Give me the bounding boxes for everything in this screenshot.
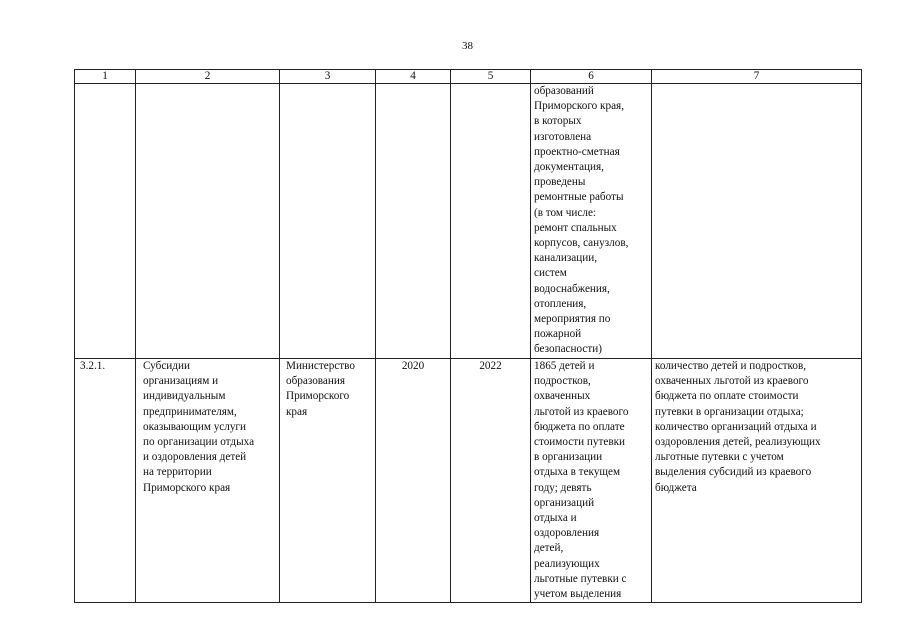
table-row xyxy=(75,84,862,359)
cell-measure-name: Субсидии организациям и индивидуальным предпринимателям, оказывающим услуги по организации отдыха и оздоровления детей на территории Приморского края xyxy=(136,359,280,603)
page-number: 38 xyxy=(462,40,473,52)
column-header-4: 4 xyxy=(376,70,451,84)
cell-executor xyxy=(280,84,376,359)
cell-start-year: 2020 xyxy=(376,359,451,603)
column-header-5: 5 xyxy=(451,70,531,84)
cell-expected-result: 1865 детей и подростков, охваченных льготой из краевого бюджета по оплате стоимости путевки в организации отдыха в текущем году; девять организаций отдыха и оздоровления детей, реализующих льготные путевки с учетом выделения xyxy=(531,359,652,603)
table-header-row xyxy=(75,70,862,84)
cell-indicators xyxy=(652,84,862,359)
cell-number: 3.2.1. xyxy=(75,359,136,603)
cell-start-year xyxy=(376,84,451,359)
cell-end-year xyxy=(451,84,531,359)
cell-measure-name xyxy=(136,84,280,359)
column-header-7: 7 xyxy=(652,70,862,84)
program-table xyxy=(74,69,862,603)
column-header-3: 3 xyxy=(280,70,376,84)
table-row xyxy=(75,359,862,603)
column-header-2: 2 xyxy=(136,70,280,84)
cell-executor: Министерство образования Приморского края xyxy=(280,359,376,603)
cell-number xyxy=(75,84,136,359)
cell-expected-result: образований Приморского края, в которых изготовлена проектно-сметная документация, проведены ремонтные работы (в том числе: ремонт спальных корпусов, санузлов, канализации, систем водоснабжения, отопления, мероприятия по пожарной безопасности) xyxy=(531,84,652,359)
column-header-6: 6 xyxy=(531,70,652,84)
column-header-1: 1 xyxy=(75,70,136,84)
cell-indicators: количество детей и подростков, охваченных льготой из краевого бюджета по оплате стоимости путевки в организации отдыха; количество организаций отдыха и оздоровления детей, реализующих льготные путевки с учетом выделения субсидий из краевого бюджета xyxy=(652,359,862,603)
cell-end-year: 2022 xyxy=(451,359,531,603)
